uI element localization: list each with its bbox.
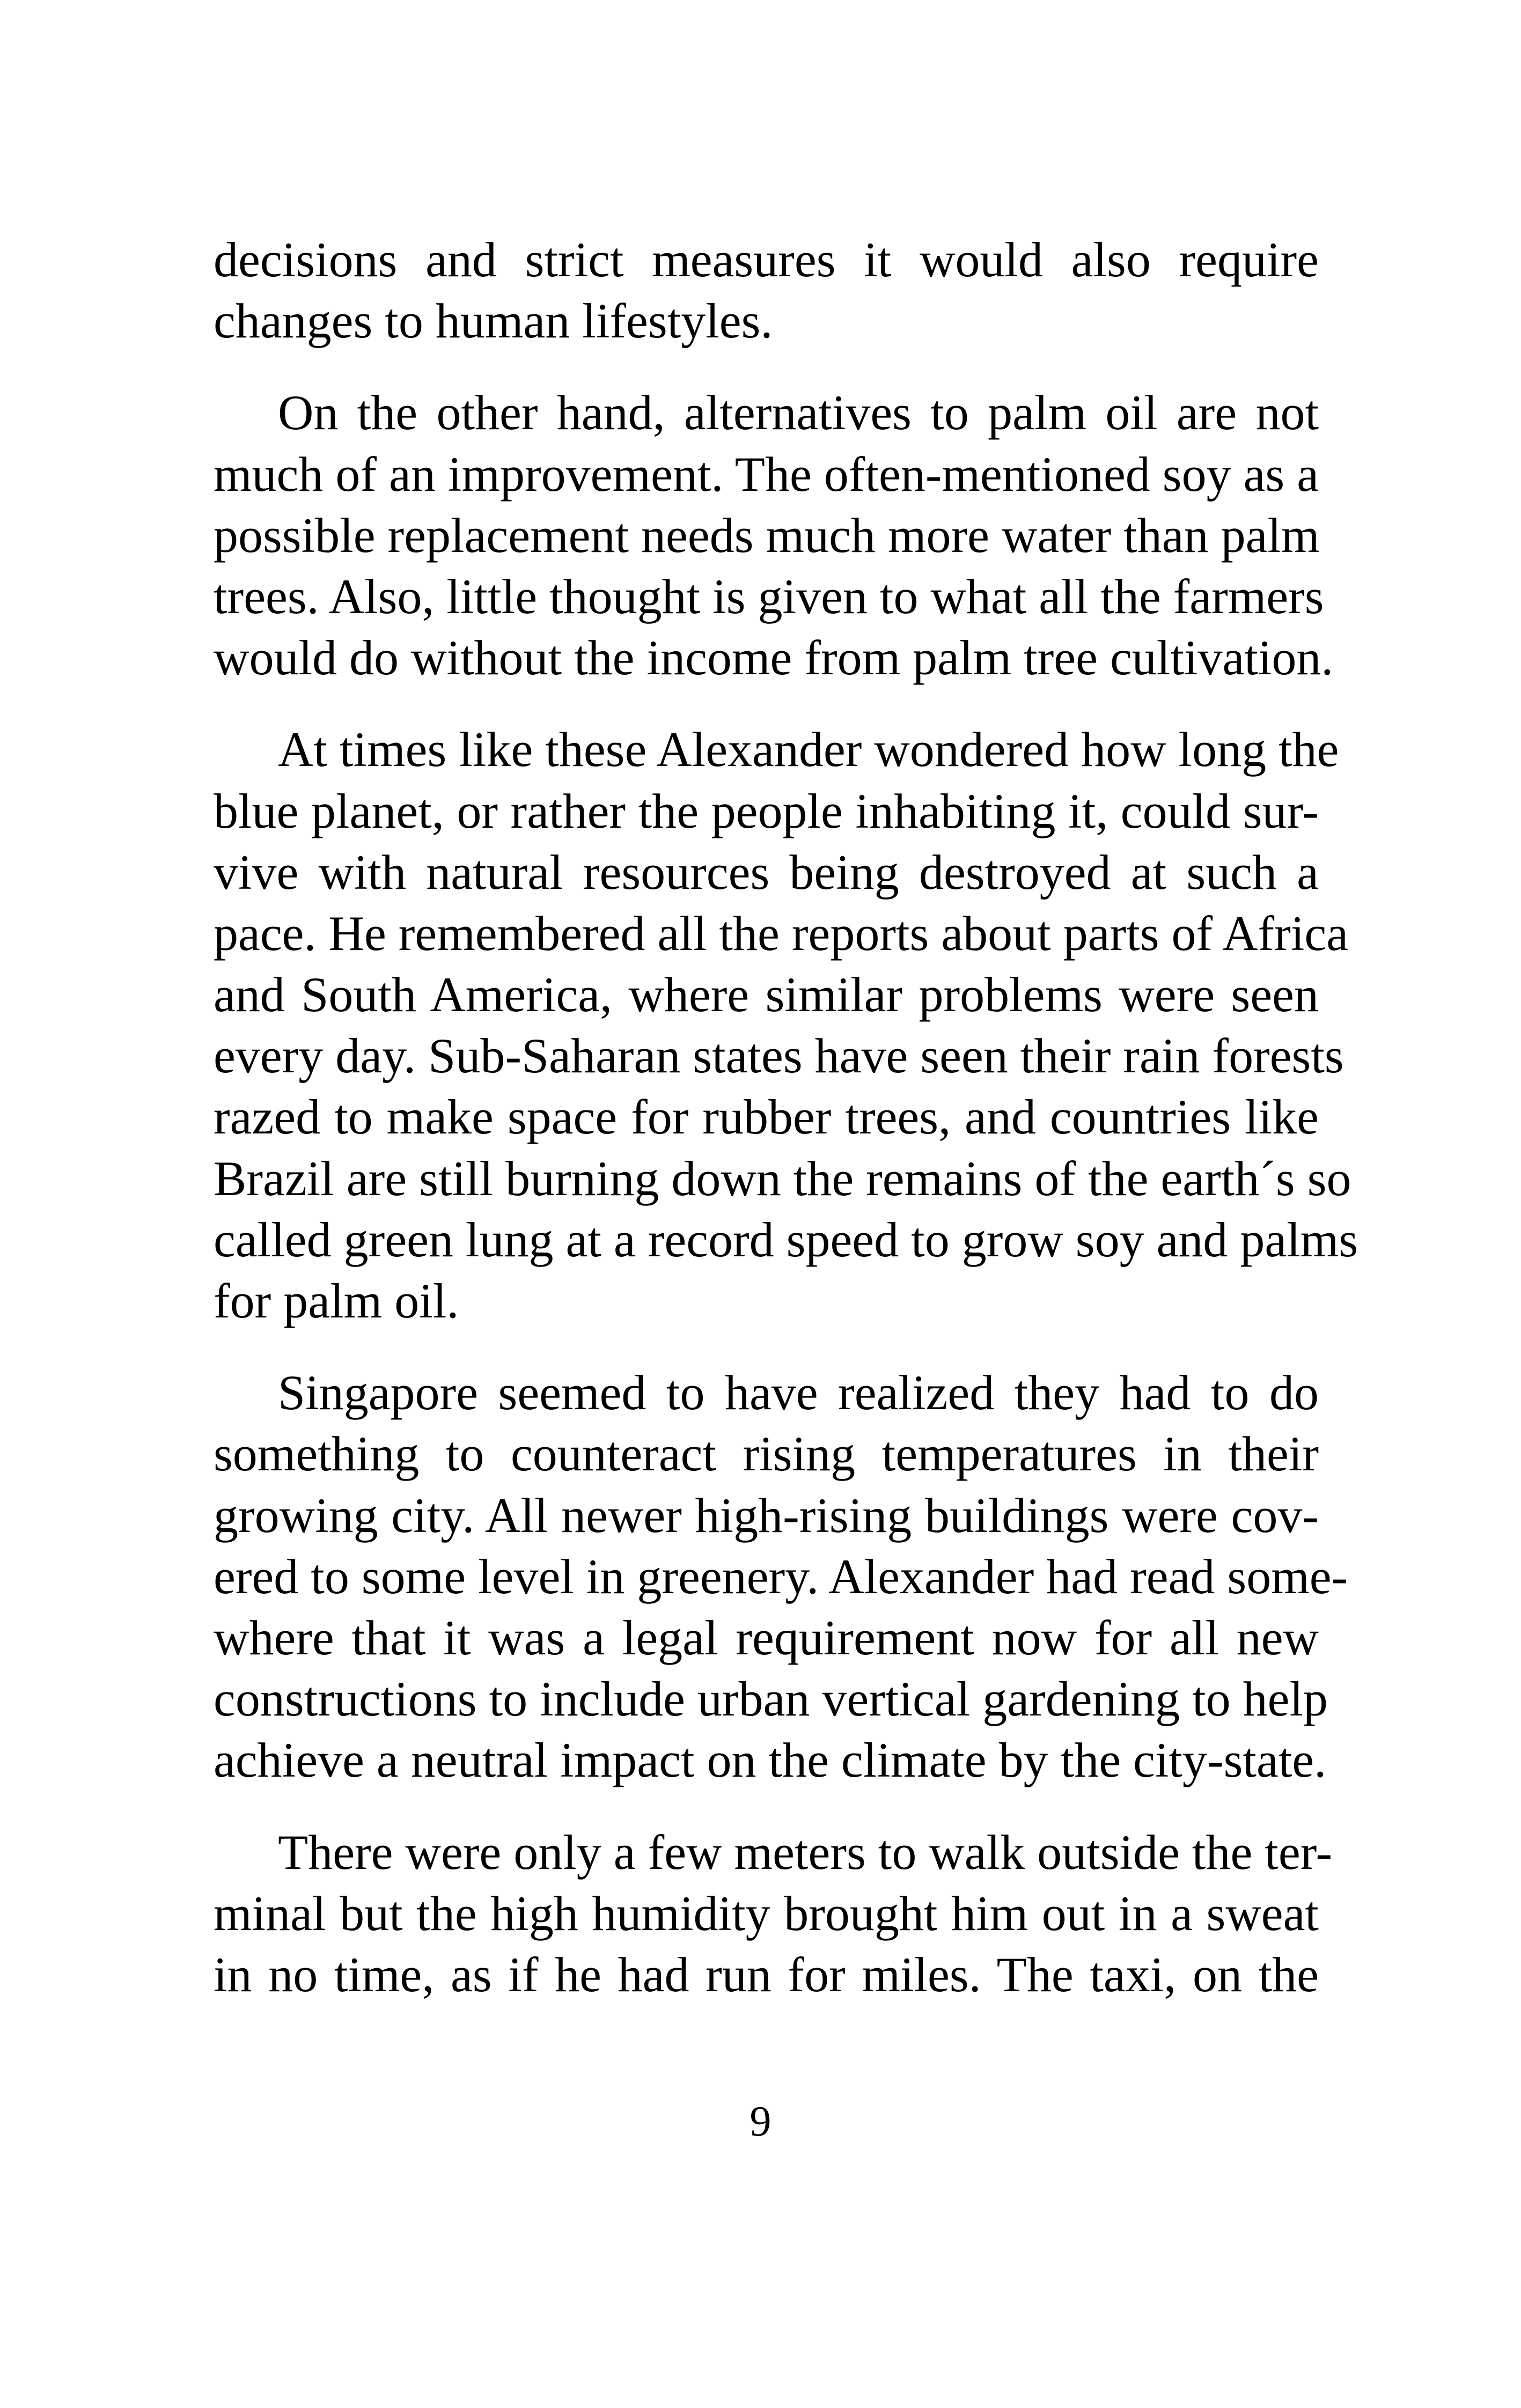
text-line: minal but the high humidity brought him out in a sweat (214, 1886, 1319, 1941)
text-line: razed to make space for rubber trees, and countries like (214, 1089, 1319, 1145)
body-text (214, 229, 1358, 2005)
paragraph (214, 719, 1358, 1331)
text-line: decisions and strict measures it would also require (214, 232, 1319, 287)
text-line: every day. Sub-Saharan states have seen their rain forests (214, 1028, 1344, 1084)
text-line: trees. Also, little thought is given to what all the farmers (214, 569, 1324, 624)
text-line: blue planet, or rather the people inhabiting it, could sur- (214, 783, 1319, 838)
text-line: growing city. All newer high-rising buildings were cov- (214, 1487, 1319, 1543)
text-line: something to counteract rising temperatures in their (214, 1426, 1319, 1482)
text-line: constructions to include urban vertical gardening to help (214, 1671, 1328, 1727)
text-line: changes to human lifestyles. (214, 293, 773, 349)
text-line: There were only a few meters to walk outside the ter- (278, 1824, 1333, 1880)
text-line: where that it was a legal requirement now for all new (214, 1610, 1319, 1665)
text-line: possible replacement needs much more water than palm (214, 507, 1320, 563)
text-line: ered to some level in greenery. Alexander had read some- (214, 1549, 1348, 1604)
page-number: 9 (750, 2098, 771, 2145)
text-line: for palm oil. (214, 1273, 459, 1328)
text-line: Singapore seemed to have realized they had to do (278, 1365, 1319, 1420)
text-line: Brazil are still burning down the remains of the earth´s so (214, 1151, 1351, 1206)
text-line: At times like these Alexander wondered how long the (278, 722, 1339, 777)
text-line: vive with natural resources being destroyed at such a (214, 844, 1319, 900)
text-line: in no time, as if he had run for miles. The taxi, on the (214, 1947, 1319, 2002)
text-line: would do without the income from palm tree cultivation. (214, 630, 1334, 686)
paragraph (214, 1362, 1348, 1791)
text-line: On the other hand, alternatives to palm oil are not (278, 385, 1319, 440)
text-line: called green lung at a record speed to grow soy and palms (214, 1212, 1358, 1267)
text-line: much of an improvement. The often-mentioned soy as a (214, 446, 1319, 502)
paragraph (214, 229, 1319, 351)
text-line: pace. He remembered all the reports about parts of Africa (214, 905, 1349, 961)
text-line: and South America, where similar problems were seen (214, 967, 1319, 1022)
text-line: achieve a neutral impact on the climate by the city-state. (214, 1733, 1327, 1788)
paragraph (214, 382, 1334, 688)
paragraph (214, 1822, 1333, 2006)
